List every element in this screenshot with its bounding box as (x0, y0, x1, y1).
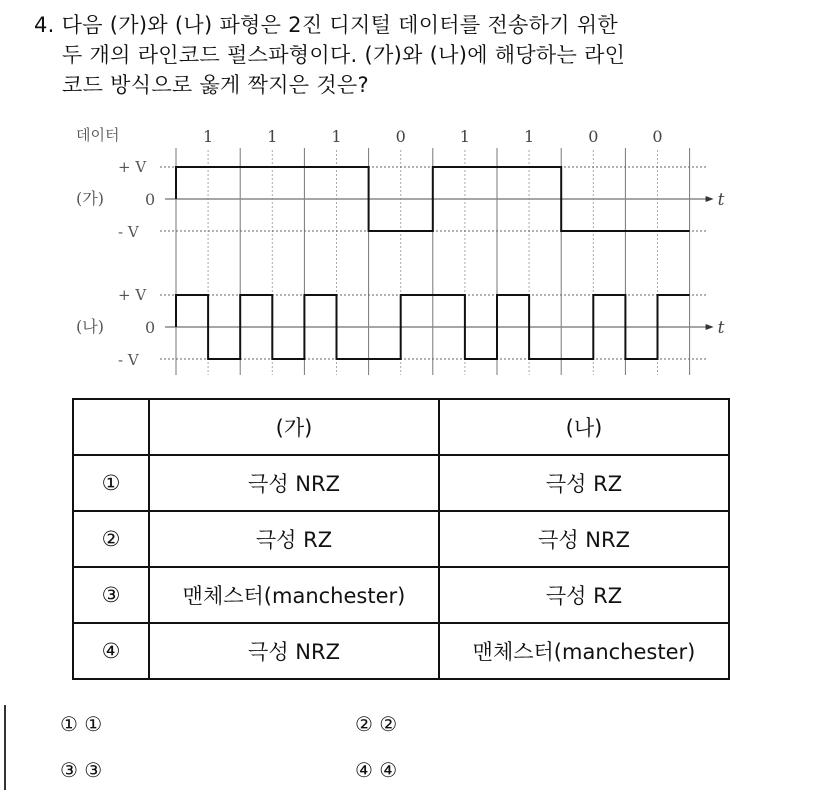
table-cell: ① (73, 455, 149, 511)
table-cell: 맨체스터(manchester) (149, 567, 439, 623)
table-row (73, 511, 729, 567)
option-4[interactable]: ④ ④ (355, 758, 398, 782)
table-cell: 맨체스터(manchester) (439, 623, 729, 679)
answer-table (72, 398, 730, 680)
bit-label: 1 (203, 127, 214, 146)
bit-label: 1 (524, 127, 535, 146)
table-row (73, 567, 729, 623)
option-2[interactable]: ② ② (355, 712, 398, 736)
table-cell: ④ (73, 623, 149, 679)
bit-label: 0 (652, 127, 663, 146)
plus-v-label: + V (118, 286, 147, 304)
table-cell: 극성 NRZ (149, 623, 439, 679)
table-cell: 극성 RZ (439, 567, 729, 623)
plus-v-label: + V (118, 158, 147, 176)
option-3[interactable]: ③ ③ (60, 758, 103, 782)
arrow-icon (706, 324, 714, 330)
bit-label: 1 (267, 127, 278, 146)
table-cell: 극성 NRZ (149, 455, 439, 511)
bit-label: 1 (459, 127, 470, 146)
table-row (73, 455, 729, 511)
table-header (73, 399, 149, 455)
question-line: 코드 방식으로 옳게 짝지은 것은? (62, 73, 369, 97)
table-row (73, 623, 729, 679)
table-header: (가) (149, 399, 439, 455)
table-cell: ③ (73, 567, 149, 623)
bit-label: 0 (395, 127, 406, 146)
table-cell: 극성 RZ (149, 511, 439, 567)
signal-b-label: (나) (76, 317, 104, 336)
table-cell: 극성 NRZ (439, 511, 729, 567)
t-label: t (717, 190, 725, 210)
minus-v-label: - V (118, 223, 139, 241)
zero-label: 0 (145, 190, 156, 209)
bit-label: 0 (588, 127, 599, 146)
table-header: (나) (439, 399, 729, 455)
question-line: 두 개의 라인코드 펄스파형이다. (가)와 (나)에 해당하는 라인 (62, 43, 626, 67)
signal-a-label: (가) (76, 189, 104, 208)
minus-v-label: - V (118, 351, 139, 369)
table-cell: 극성 RZ (439, 455, 729, 511)
zero-label: 0 (145, 318, 156, 337)
question-line: 다음 (가)와 (나) 파형은 2진 디지털 데이터를 전송하기 위한 (61, 13, 618, 37)
data-label: 데이터 (76, 126, 120, 144)
option-1[interactable]: ① ① (60, 712, 103, 736)
margin-bar (4, 705, 6, 790)
question-number: 4. (34, 13, 55, 37)
bit-label: 1 (331, 127, 342, 146)
arrow-icon (706, 196, 714, 202)
table-header-row (73, 399, 729, 455)
table-cell: ② (73, 511, 149, 567)
t-label: t (717, 318, 725, 338)
